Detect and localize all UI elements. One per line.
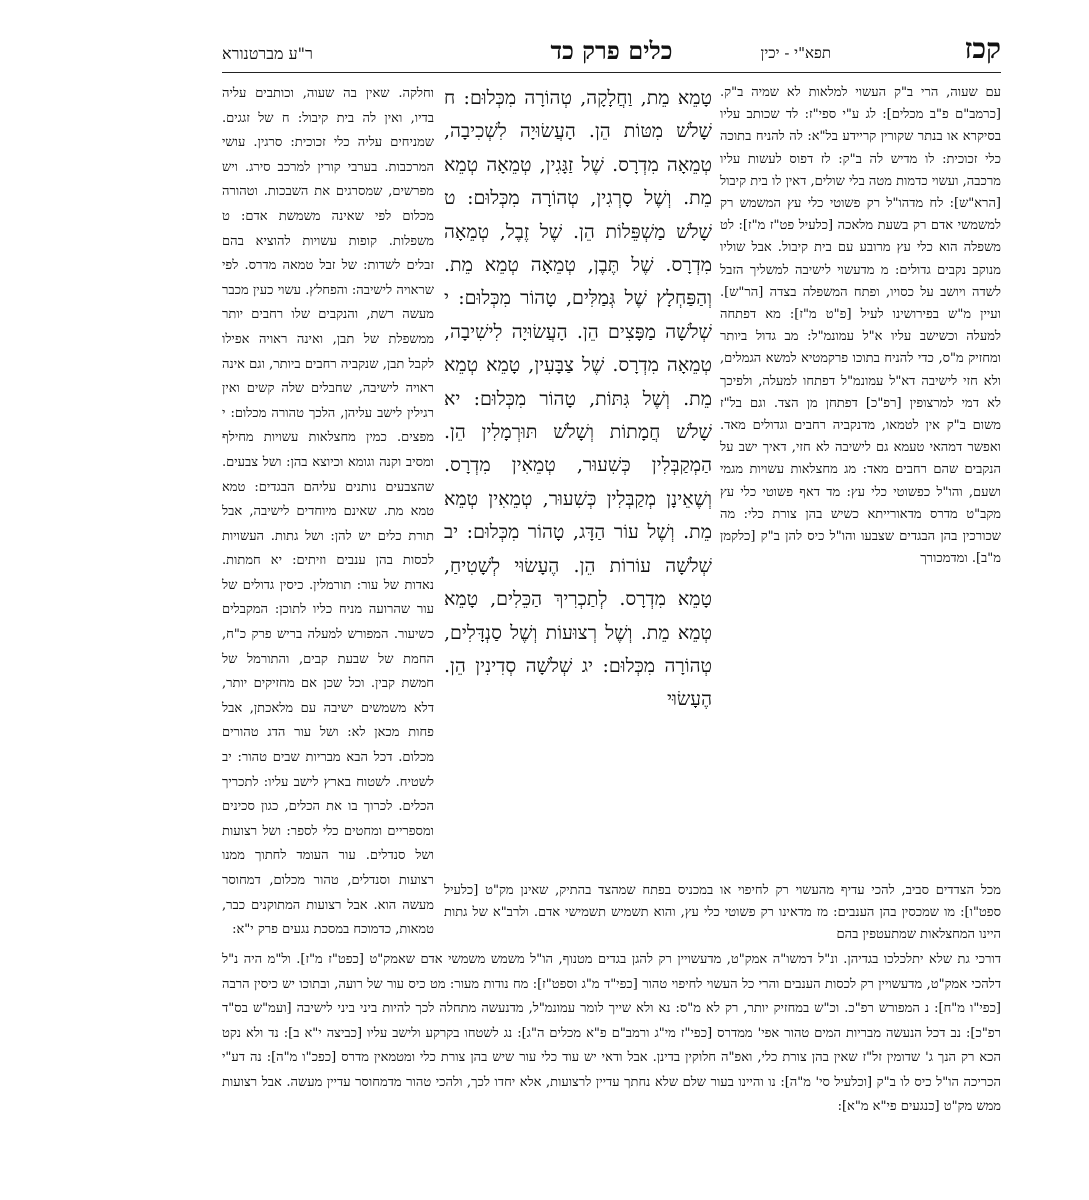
footnotes-text: דורכי גת שלא יתלכלכו בגדיהן. ונ"ל דמשו"ה אמק"ט, מדעשויין רק להגן בגדים מטנוף, הו"ל משמש משמשי אדם שאמק"ט [כפט"ז מ"ז]. ול"מ היה נ"ל דלהכי אמק"ט, מדעשויין רק לכסות הענבים והרי כל העשוי לחיפוי טהור [כפי"ד מ"ג וספט"ז]: מח נודות מעור: מט כיס עור של רועה, ובתוכו יש כיסין הרבה [כפי"ו מ"ח]: נ המפורש רפ"כ. וכ"ש במחזיק יותר, רק לא מ"ס: נא ולא שייך לומר עמונמ"ל, מדנעשה מתחלה לכך להיות ביני ביני לישיבה [ועמ"ש בס"ד רפ"כ]: נב דכל הנעשה מבריות המים טהור אפי' ממדרס [כפי"ז מי"ג ורמב"ם פ"א מכלים ה"ג]: נג לשטחו בקרקע ולישב עליו [כביצה י"א ב]: נד ולא נקט הכא רק הנך ג' שדומין זל"ז שאין בהן צורת כלי, ואפ"ה חלוקין בדינן. אבל ודאי יש עוד כלי עור שיש בהן צורת כלי ומטמאין מדרס [כפכ"ו מ"ה]: נה דע"י הכריכה הו"ל כיס לו ב"ק [וכלעיל סי' מ"ה]: נו והיינו בעור שלם שלא נחתך עדיין לרצועות, אלא יחדו לכך, ולהכי טהור מדמחוסר עדיין מעשה. אבל רצועות ממש מק"ט [כנגעים פי"א מ"א]: [222,952,1001,1114]
mishna-range: תפא"י - יכין [760,44,831,62]
tiferet-yisrael-column [720,82,1001,872]
bartenura-text: וחלקה. שאין בה שעוה, וכותבים עליה בדיו, ואין לה בית קיבול: ח של זגגים. שמניחים עליה כלי זכוכית: סרגין. עושי המרכבות. בערבי קורין למרכב סירג. ויש מפרשים, שמסרגים את השבכות. וטהורה מכלום לפי שאינה משמשת אדם: ט משפלות. קופות עשויות להוציא בהם זבלים לשדות: של זבל טמאה מדרס. לפי שראויה לישיבה: והפחלץ. עשוי כעין מכבר מעשה רשת, והנקבים שלו רחבים יותר ממשפלת של תבן, ואינה ראויה אפילו לקבל תבן, שנקביה רחבים ביותר, וגם אינה ראויה לישיבה, שחבלים שלה קשים ואין רגילין לישב עליהן, הלכך טהורה מכלום: י מפצים. כמין מחצלאות עשויות מחילף ומסיב וקנה וגומא וכיוצא בהן: ושל צבעים. שהצבעים נותנים עליהם הבגדים: טמא טמא מת. שאינם מיוחדים לישיבה, אבל תורת כלים יש להן: ושל גתות. העשויות לכסות בהן ענבים וזיתים: יא חמתות. נאדות של עור: תורמלין. כיסין גדולים של עור שהרועה מניח כליו לתוכן: המקבלים כשיעור. המפורש למעלה בריש פרק כ"ח, החמת של שבעת קבים, והתורמל של חמשת קבין. וכל שכן אם מחזיקים יותר, דלא משמשים ישיבה עם מלאכתן, אבל פחות מכאן לא: ושל עור הדג טהורים מכלום. דכל הבא מבריות שבים טהור: יב לשטיח. לשטוח בארץ לישב עליו: לתכריך הכלים. לכרוך בו את הכלים, כגון סכינים ומספריים ומחטים כלי לספר: ושל רצועות ושל סנדלים. עור העומד לחתוך ממנו רצועות וסנדלים, טהור מכלום, דמחוסר מעשה הוא. אבל רצועות המתוקנים כבר, טמאות, כדמוכח במסכת נגעים פרק י"א: [222,86,434,938]
tiferet-continuation-text: מכל הצדדים סביב, להכי עדיף מהעשוי רק לחיפוי או במכניס בפתח שמהצד בהתיק, שאינן מק"ט [כלעיל ספט"ו]: מו שמכסין בהן הענבים: מז מדאינו רק פשוטי כלי עץ, והוא תשמיש תשמישי אדם. ולרב"א של גתות היינו המחצלאות שמתעטפין בהם [444,883,1001,942]
tiferet-continuation [444,880,1001,946]
chapter-title: כלים פרק כד [550,36,673,65]
header-rule [222,72,1001,73]
running-header [222,32,1001,72]
mishna-text: טָמֵא מֵת, וַחֲלָקָה, טְהוֹרָה מִכְּלוּם: ח שָׁלֹשׁ מִטּוֹת הֵן. הָעֲשׂוּיָה לִשְׁכִיבָה, טְמֵאָה מִדְרָס. שֶׁל זַגָּגִין, טְמֵאָה טְמֵא מֵת. וְשֶׁל סָרְגִין, טְהוֹרָה מִכְּלוּם: ט שָׁלֹשׁ מַשְׁפֵּלוֹת הֵן. שֶׁל זֶבֶל, טְמֵאָה מִדְרָס. שֶׁל תֶּבֶן, טְמֵאָה טְמֵא מֵת. וְהַפַּחְלָץ שֶׁל גְּמַלִּים, טָהוֹר מִכְּלוּם: י שְׁלֹשָׁה מַפָּצִים הֵן. הָעֲשׂוּיָה לִישִׁיבָה, טְמֵאָה מִדְרָס. שֶׁל צַבָּעִין, טָמֵא טְמֵא מֵת. וְשֶׁל גִּתּוֹת, טָהוֹר מִכְּלוּם: יא שָׁלֹשׁ חֲמָתוֹת וְשָׁלֹשׁ תּוּרְמָלִין הֵן. הַמְקַבְּלִין כְּשִׁעוּר, טְמֵאִין מִדְרָס. וְשֶׁאֵינָן מְקַבְּלִין כְּשִׁעוּר, טְמֵאִין טְמֵא מֵת. וְשֶׁל עוֹר הַדָּג, טָהוֹר מִכְּלוּם: יב שְׁלֹשָׁה עוֹרוֹת הֵן. הֶעָשׂוּי לְשָׁטִיחַ, טָמֵא מִדְרָס. לְתַכְרִיךְ הַכֵּלִים, טָמֵא טְמֵא מֵת. וְשֶׁל רְצוּעוֹת וְשֶׁל סַנְדָּלִים, טְהוֹרָה מִכְּלוּם: יג שְׁלֹשָׁה סְדִינִין הֵן. הֶעָשׂוּי [444,87,712,711]
footnotes-block [222,948,1001,1188]
bartenura-column [222,82,434,944]
commentator-name: ר"ע מברטנורא [222,44,313,63]
tiferet-text: עם שעוה, הרי ב"ק העשוי למלאות לא שמיה ב"ק. [כרמב"ם פ"ב מכלים]: לג ע"י ספי"ז: לד שכותב עליו בסיקרא או בנתר שקורין קריידע בל"א: לה להניח בתוכה כלי זכוכית: לו מדיש לה ב"ק: לז דפוס לעשות עליו מרכבה, ועשוי כדמות מטה בלי שולים, דאין לו בית קיבול [הרא"ש]: לח מדהו"ל רק פשוטי כלי עץ המשמש רק למשמשי אדם רק בשעת מלאכה [כלעיל פט"ז מ"ז]: לט משפלה הוא כלי עץ מרובע עם בית קיבול. אבל שוליו מנוקב נקבים גדולים: מ מדעשוי לישיבה למשליך הזבל לשדה ויושב על כסויו, ופתח המשפלה בצדה [הר"ש]. ועיין מ"ש בפירושינו לעיל [פ"ט מ"ז]: מא דפתחה למעלה וכשישב עליו א"ל עמונמ"ל: מב גדול ביותר ומחזיק מ"ס, כדי להניח בתוכו פרקמטיא למשא הגמלים, ולא חזי לישיבה דא"ל עמונמ"ל דפתחו למעלה, ולפיכך לא דמי למרצופין [רפ"כ] דפתחן מן הצד. וגם בל"ז משום ב"ק אין לטמאו, מדנקביה רחבים וגדולים מאד. ואפשר דמהאי טעמא גם לישיבה לא חזי, דאיך ישב על הנקבים שהם רחבים מאד: מג מחצלאות עשויות מגמי ושעם, והו"ל כפשוטי כלי עץ: מד דאף פשוטי כלי עץ מקב"ט מדרס מדאורייתא כשיש בהן צורת כלי: מה שכורכין בהן הבגדים שצבעו והו"ל כיס להן ב"ק [כלקמן מ"ב]. ומדמכורך [720,85,1001,567]
mishna-column [444,82,712,872]
page-number: קכז [964,32,1001,65]
